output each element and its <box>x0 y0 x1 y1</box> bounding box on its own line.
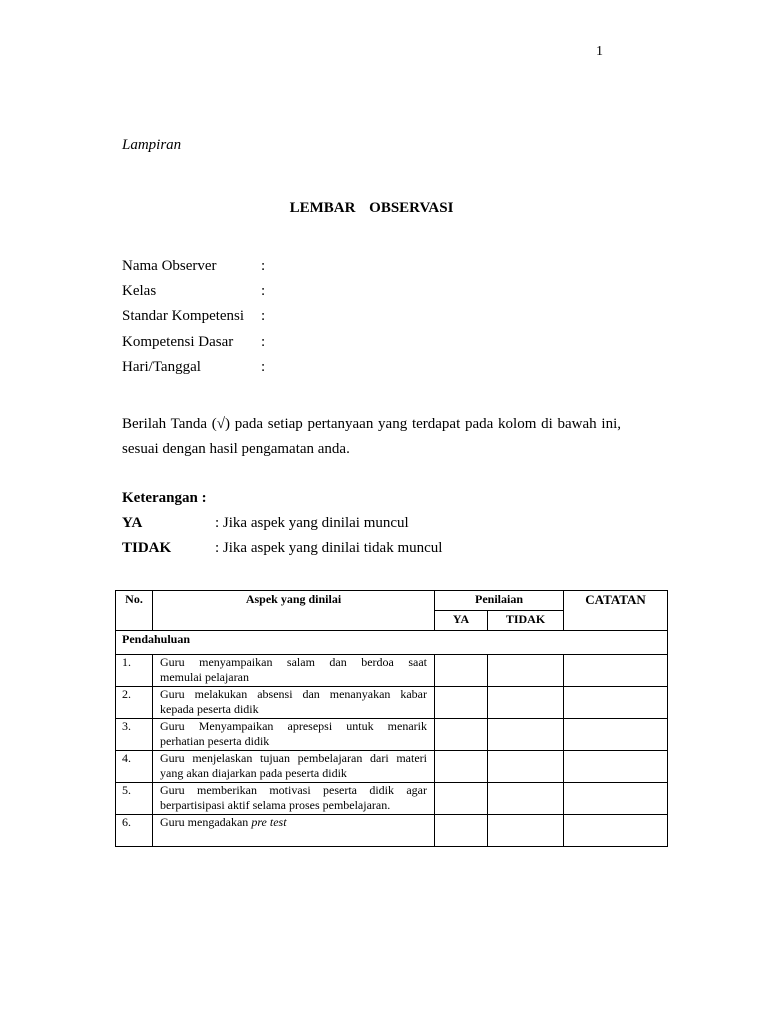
meta-row-nama-observer <box>122 258 281 283</box>
row-number: 3. <box>116 719 153 751</box>
header-no: No. <box>116 591 153 631</box>
table-row <box>116 815 668 847</box>
row-aspek <box>153 719 435 751</box>
aspek-line-1: Guru melakukan absensi dan menanyakan kabar <box>160 687 427 701</box>
header-ya: YA <box>435 611 488 631</box>
meta-row-kompetensi-dasar <box>122 334 281 359</box>
cell-catatan[interactable] <box>564 655 668 687</box>
keterangan-key: YA <box>122 515 143 531</box>
table-header-row <box>116 591 668 611</box>
row-number: 6. <box>116 815 153 847</box>
cell-tidak[interactable] <box>488 655 564 687</box>
header-penilaian: Penilaian <box>435 591 564 611</box>
cell-ya[interactable] <box>435 815 488 847</box>
aspek-line-1: Guru menyampaikan salam dan berdoa saat <box>160 655 427 669</box>
cell-tidak[interactable] <box>488 783 564 815</box>
aspek-line-2: perhatian peserta didik <box>160 734 270 748</box>
keterangan-key: TIDAK <box>122 540 172 557</box>
meta-colon: : <box>261 308 266 325</box>
row-aspek <box>153 655 435 687</box>
meta-row-hari-tanggal <box>122 359 281 384</box>
keterangan-desc: : Jika aspek yang dinilai tidak muncul <box>215 540 443 557</box>
meta-label: Kompetensi Dasar <box>122 333 234 350</box>
meta-label: Kelas <box>122 283 157 300</box>
table-row <box>116 751 668 783</box>
aspek-line-1: Guru menjelaskan tujuan pembelajaran dari materi <box>160 751 427 765</box>
observation-table <box>115 590 668 847</box>
meta-label: Standar Kompetensi <box>122 308 245 325</box>
aspek-line-2: kepada peserta didik <box>160 702 259 716</box>
cell-catatan[interactable] <box>564 687 668 719</box>
cell-tidak[interactable] <box>488 815 564 847</box>
section-row <box>116 631 668 655</box>
row-number: 1. <box>116 655 153 687</box>
aspek-text: Guru mengadakan <box>160 815 252 829</box>
header-tidak: TIDAK <box>488 611 564 631</box>
row-number: 4. <box>116 751 153 783</box>
row-aspek <box>153 815 435 847</box>
instruction-text: Berilah Tanda (√) pada setiap pertanyaan yang terdapat pada kolom di bawah ini, sesuai dengan hasil pengamatan anda. <box>122 416 621 457</box>
cell-tidak[interactable] <box>488 719 564 751</box>
cell-tidak[interactable] <box>488 751 564 783</box>
aspek-line-2: berpartisipasi aktif selama proses pembelajaran. <box>160 798 391 812</box>
meta-colon: : <box>261 283 266 300</box>
table-row <box>116 719 668 751</box>
aspek-line-2: yang akan diajarkan pada peserta didik <box>160 766 347 780</box>
table-row <box>116 655 668 687</box>
aspek-line-1 <box>160 815 427 830</box>
meta-colon: : <box>261 258 266 274</box>
cell-tidak[interactable] <box>488 687 564 719</box>
section-title: Pendahuluan <box>116 631 668 655</box>
meta-row-kelas <box>122 283 281 308</box>
row-number: 2. <box>116 687 153 719</box>
lampiran-label: Lampiran <box>122 137 182 153</box>
meta-row-standar-kompetensi <box>122 308 281 333</box>
meta-colon: : <box>261 358 266 375</box>
row-aspek <box>153 751 435 783</box>
cell-ya[interactable] <box>435 687 488 719</box>
meta-label: Nama Observer <box>122 258 217 274</box>
header-aspek: Aspek yang dinilai <box>153 591 435 631</box>
keterangan-heading: Keterangan : <box>122 490 207 506</box>
table-row <box>116 783 668 815</box>
meta-label: Hari/Tanggal <box>122 358 201 375</box>
keterangan-block <box>122 490 442 565</box>
aspek-line-1: Guru Menyampaikan apresepsi untuk menarik <box>160 719 427 733</box>
page-title: LEMBAR OBSERVASI <box>289 200 454 216</box>
cell-ya[interactable] <box>435 719 488 751</box>
row-aspek <box>153 687 435 719</box>
cell-catatan[interactable] <box>564 719 668 751</box>
header-catatan: CATATAN <box>564 591 668 631</box>
cell-ya[interactable] <box>435 751 488 783</box>
row-number: 5. <box>116 783 153 815</box>
keterangan-item-ya <box>122 515 442 540</box>
cell-ya[interactable] <box>435 655 488 687</box>
page-number: 1 <box>596 44 603 59</box>
cell-ya[interactable] <box>435 783 488 815</box>
row-aspek <box>153 783 435 815</box>
cell-catatan[interactable] <box>564 815 668 847</box>
keterangan-item-tidak <box>122 540 442 565</box>
aspek-line-1: Guru memberikan motivasi peserta didik agar <box>160 783 427 797</box>
aspek-line-2: memulai pelajaran <box>160 670 249 684</box>
keterangan-desc: : Jika aspek yang dinilai muncul <box>215 515 409 531</box>
aspek-italic-text: pre test <box>251 815 287 829</box>
cell-catatan[interactable] <box>564 783 668 815</box>
table-row <box>116 687 668 719</box>
cell-catatan[interactable] <box>564 751 668 783</box>
meta-colon: : <box>261 333 266 350</box>
meta-fields <box>122 258 281 384</box>
